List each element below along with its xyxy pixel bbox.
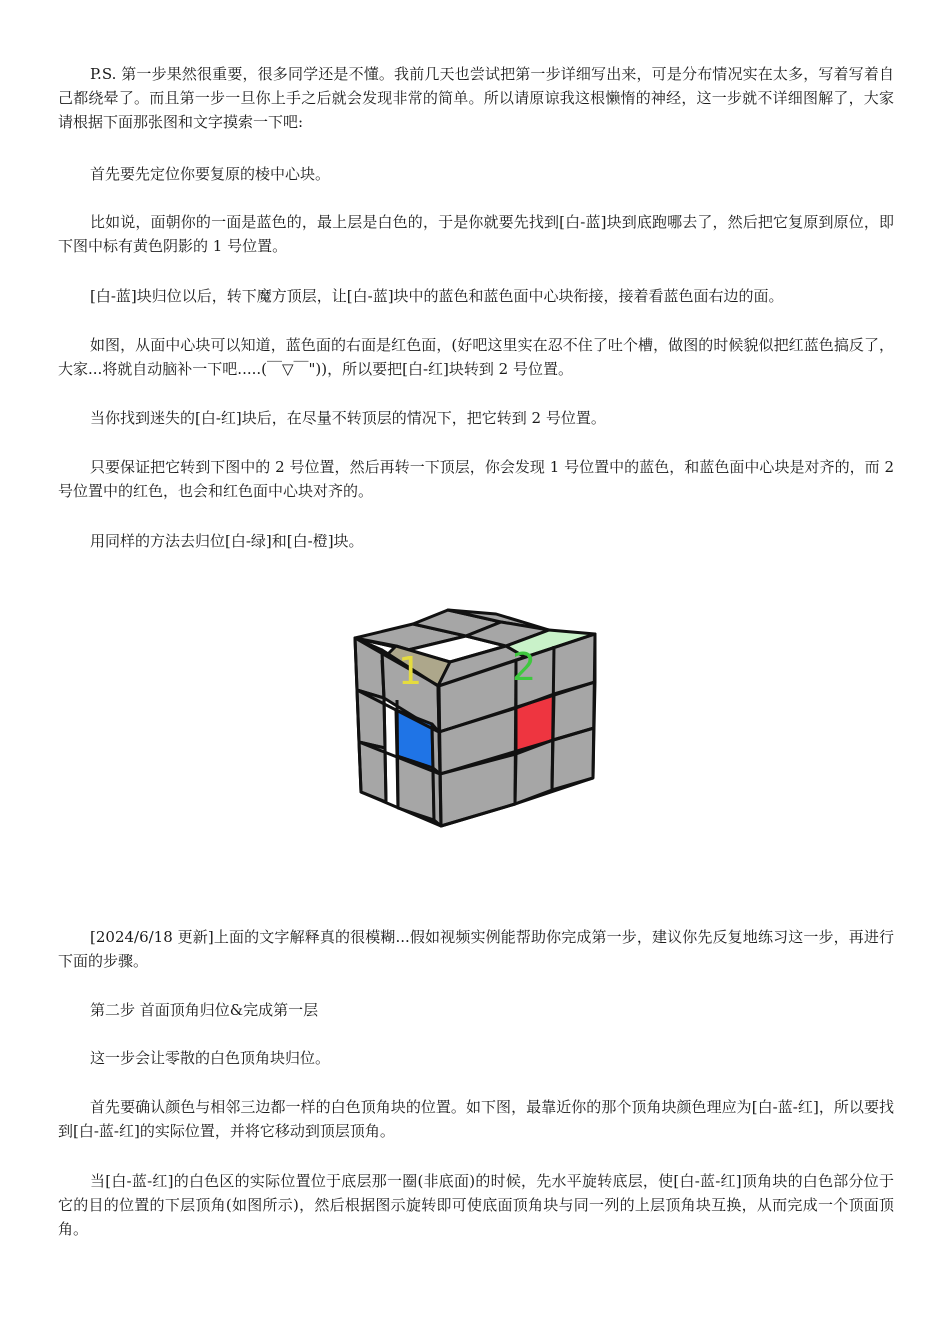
cube-diagram	[340, 590, 610, 860]
paragraph-align-blue: [白-蓝]块归位以后，转下魔方顶层，让[白-蓝]块中的蓝色和蓝色面中心块衔接，接着看蓝色面右边的面。	[90, 287, 784, 305]
paragraph-corner-rotate: 当[白-蓝-红]的白色区的实际位置位于底层那一圈(非底面)的时候，先水平旋转底层，使[白-蓝-红]顶角块的白色部分位于它的目的位置的下层顶角(如图所示)，然后根据图示旋转即可使底面顶角块与同一列的上层顶角块互换，从而完成一个顶面顶角。	[58, 1172, 894, 1238]
cube-grid-line	[397, 700, 398, 808]
paragraph-corner-intro: 这一步会让零散的白色顶角块归位。	[90, 1049, 331, 1067]
paragraph-update-note: [2024/6/18 更新]上面的文字解释真的很模糊...假如视频实例能帮助你完成第一步，建议你先反复地练习这一步，再进行下面的步骤。	[58, 928, 894, 970]
paragraph-ps-note: P.S. 第一步果然很重要，很多同学还是不懂。我前几天也尝试把第一步详细写出来，可是分布情况实在太多，写着写着自己都绕晕了。而且第一步一旦你上手之后就会发现非常的简单。所以请原谅我这根懒惰的神经，这一步就不详细图解了，大家请根据下面那张图和文字摸索一下吧:	[58, 65, 894, 131]
cube-grid-line	[439, 686, 441, 826]
paragraph-corner-locate: 首先要确认颜色与相邻三边都一样的白色顶角块的位置。如下图，最靠近你的那个顶角块颜色理应为[白-蓝-红]，所以要找到[白-蓝-红]的实际位置，并将它移动到顶层顶角。	[58, 1098, 894, 1140]
paragraph-find-white-red: 当你找到迷失的[白-红]块后，在尽量不转顶层的情况下，把它转到 2 号位置。	[90, 409, 606, 427]
paragraph-position-two: 只要保证把它转到下图中的 2 号位置，然后再转一下顶层，你会发现 1 号位置中的蓝色，和蓝色面中心块是对齐的，而 2 号位置中的红色，也会和红色面中心块对齐的。	[58, 458, 894, 500]
cube-grid-line	[593, 634, 595, 778]
paragraph-same-method: 用同样的方法去归位[白-绿]和[白-橙]块。	[90, 532, 364, 550]
cube-svg	[340, 590, 610, 860]
paragraph-red-face: 如图，从面中心块可以知道，蓝色面的右面是红色面，(好吧这里实在忍不住了吐个槽，做图的时候貌似把红蓝色搞反了，大家...将就自动脑补一下吧.....(￣▽￣"))，所以要把[白-红]块转到 2 号位置。	[58, 336, 894, 378]
paragraph-locate-edge: 首先要先定位你要复原的棱中心块。	[90, 165, 331, 183]
paragraph-white-blue-example: 比如说，面朝你的一面是蓝色的，最上层是白色的，于是你就要先找到[白-蓝]块到底跑哪去了，然后把它复原到原位，即下图中标有黄色阴影的 1 号位置。	[58, 213, 894, 255]
position-1-label: 1	[398, 649, 423, 693]
step-two-heading: 第二步 首面顶角归位&完成第一层	[90, 1001, 319, 1019]
position-2-label: 2	[512, 645, 537, 689]
cube-grid-line	[552, 646, 554, 790]
